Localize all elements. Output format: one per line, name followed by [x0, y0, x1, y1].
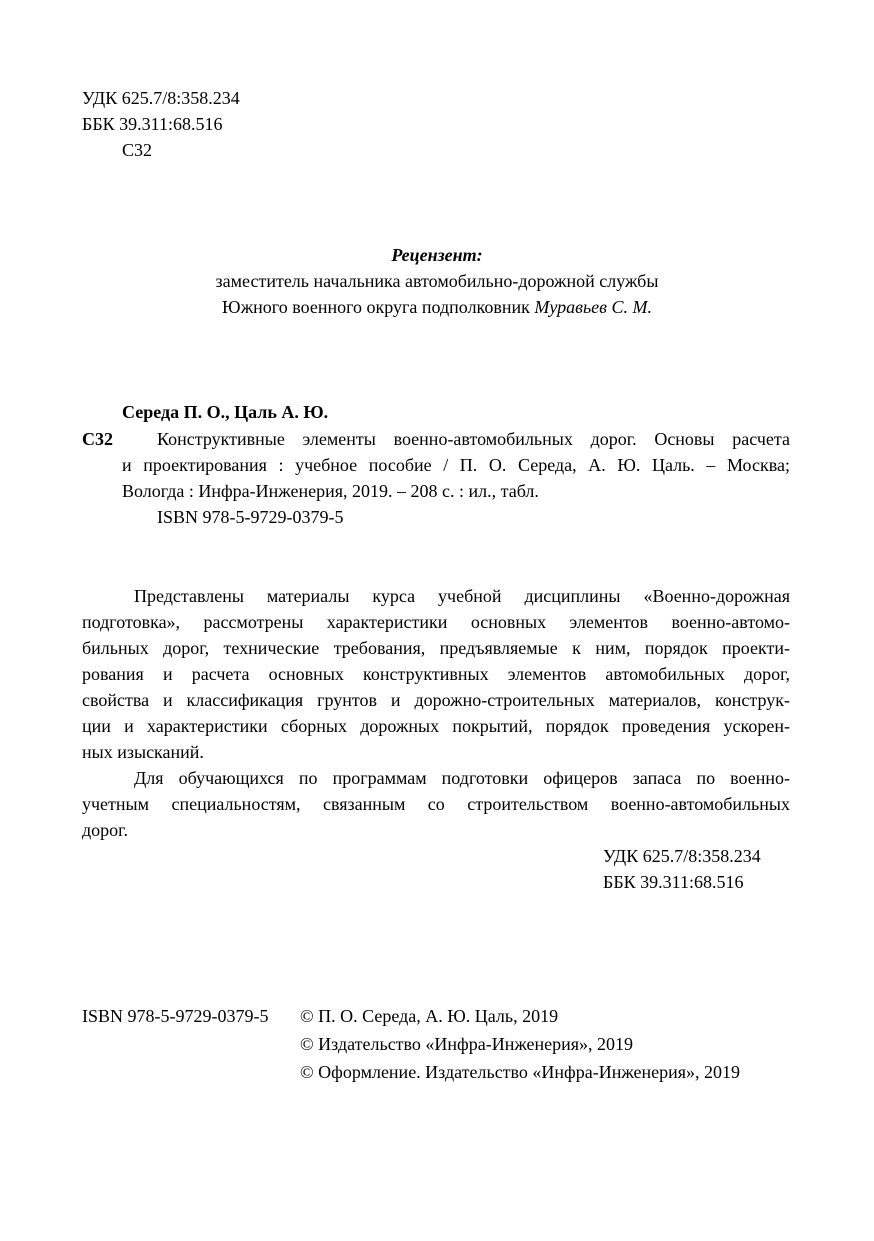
author-code: С32: [122, 140, 153, 160]
reviewer-block: [0, 242, 874, 320]
bbk-code: ББК 39.311:68.516: [82, 114, 223, 134]
copyright-design: © Оформление. Издательство «Инфра-Инженерия», 2019: [300, 1062, 741, 1082]
copyright-authors: © П. О. Середа, А. Ю. Цаль, 2019: [300, 1006, 559, 1026]
bib-line: Конструктивные элементы военно-автомобильных дорог. Основы расчета: [157, 429, 790, 449]
udk-code: УДК 625.7/8:358.234: [82, 88, 240, 108]
abstract-line: ных изысканий.: [82, 742, 204, 762]
bib-authors: Середа П. О., Цаль А. Ю.: [122, 402, 329, 422]
reviewer-name: Муравьев С. М.: [534, 297, 652, 317]
reviewer-line-2-prefix: Южного военного округа подполковник: [222, 297, 535, 317]
bib-code: С32: [82, 429, 113, 449]
abstract: [82, 583, 790, 843]
reviewer-line-1: заместитель начальника автомобильно-дорожной службы: [215, 271, 659, 291]
abstract-line: подготовка», рассмотрены характеристики основных элементов военно-автомо-: [82, 612, 790, 632]
abstract-line: свойства и классификация грунтов и дорожно-строительных материалов, конструк-: [82, 690, 790, 710]
udk-code-bottom: УДК 625.7/8:358.234: [603, 846, 761, 866]
reviewer-line-2: [0, 294, 874, 320]
abstract-line: ции и характеристики сборных дорожных покрытий, порядок проведения ускорен-: [82, 716, 790, 736]
abstract-line: Представлены материалы курса учебной дисциплины «Военно-дорожная: [134, 586, 790, 606]
abstract-line: дорог.: [82, 820, 129, 840]
footer-isbn: ISBN 978-5-9729-0379-5: [82, 1006, 269, 1026]
reviewer-title: Рецензент:: [391, 245, 483, 265]
abstract-line: бильных дорог, технические требования, предъявляемые к ним, порядок проекти-: [82, 638, 790, 658]
bib-line: Вологда : Инфра-Инженерия, 2019. – 208 с. : ил., табл.: [122, 481, 539, 501]
abstract-line: рования и расчета основных конструктивных элементов автомобильных дорог,: [82, 664, 790, 684]
bib-isbn: ISBN 978-5-9729-0379-5: [157, 507, 344, 527]
abstract-line: Для обучающихся по программам подготовки офицеров запаса по военно-: [134, 768, 790, 788]
bib-description: [122, 426, 790, 504]
bib-line: и проектирования : учебное пособие / П. О. Середа, А. Ю. Цаль. – Москва;: [122, 455, 790, 475]
copyright-publisher: © Издательство «Инфра-Инженерия», 2019: [300, 1034, 634, 1054]
bbk-code-bottom: ББК 39.311:68.516: [603, 872, 744, 892]
abstract-line: учетным специальностям, связанным со строительством военно-автомобильных: [82, 794, 790, 814]
